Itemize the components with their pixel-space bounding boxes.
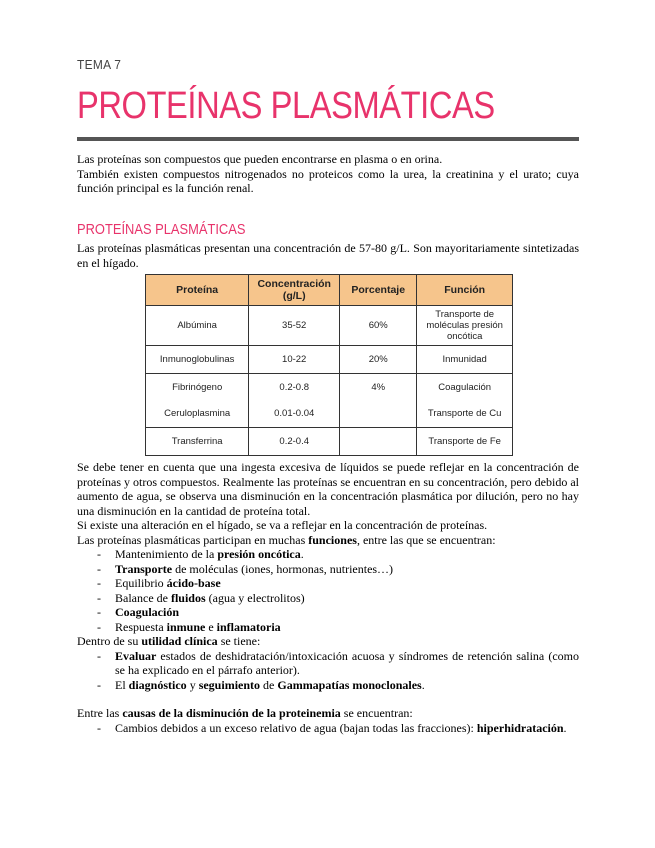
text-run: . xyxy=(300,547,304,561)
text-run: Equilibrio xyxy=(115,576,167,590)
list-item xyxy=(77,591,579,606)
table-cell: Inmunidad xyxy=(417,346,513,374)
paragraph: Se debe tener en cuenta que una ingesta excesiva de líquidos se puede reflejar en la concentración de proteínas y otros compuestos. Realmente las proteínas se encuentran en su concentración, pero debido al aumento de agua, se observa una disminución en la concentración plasmática por dilución, pero no hay una disminución en la cantidad de proteína total. xyxy=(77,460,579,518)
table-row xyxy=(146,374,513,401)
table-cell xyxy=(340,428,417,456)
text-run: de moléculas (iones, hormonas, nutrientes…) xyxy=(172,561,394,576)
text-run: (agua y electrolitos) xyxy=(205,590,305,605)
text-run: e xyxy=(205,619,217,634)
table-cell: 0.01-0.04 xyxy=(249,401,340,428)
table-cell: Transporte de Fe xyxy=(417,428,513,456)
text-run: Entre las xyxy=(77,706,123,720)
table-cell: Albúmina xyxy=(146,306,249,346)
text-run: Balance de xyxy=(115,590,171,605)
text-run: . xyxy=(421,677,425,692)
table-cell: Transporte de moléculas presión oncótica xyxy=(417,306,513,346)
list-item xyxy=(77,649,579,678)
intro-paragraph xyxy=(77,152,579,196)
paragraph xyxy=(77,634,579,649)
table-cell: Coagulación xyxy=(417,374,513,401)
table-cell: 10-22 xyxy=(249,346,340,374)
text-run: de xyxy=(260,677,278,692)
section-heading: PROTEÍNAS PLASMÁTICAS xyxy=(77,221,246,238)
title-divider xyxy=(77,137,579,141)
table-cell: Inmunoglobulinas xyxy=(146,346,249,374)
bold-text: inmune xyxy=(166,619,206,634)
table-cell: Fibrinógeno xyxy=(146,374,249,401)
table-cell: Transporte de Cu xyxy=(417,401,513,428)
table-cell: 20% xyxy=(340,346,417,374)
text-run: Mantenimiento de la xyxy=(115,547,218,561)
list-item xyxy=(77,547,579,562)
bold-text: presión oncótica xyxy=(217,547,301,561)
intro-line: Las proteínas son compuestos que pueden encontrarse en plasma o en orina. xyxy=(77,152,443,166)
column-header: Función xyxy=(417,275,513,306)
text-run: . xyxy=(563,720,567,735)
text-run: se tiene: xyxy=(217,634,261,648)
text-run: Cambios debidos a un exceso relativo de agua (bajan todas las fracciones): xyxy=(115,720,477,735)
bold-text: ácido-base xyxy=(166,576,221,590)
paragraph xyxy=(77,533,579,548)
bold-text: funciones xyxy=(308,532,357,547)
table-row xyxy=(146,346,513,374)
table-header-row xyxy=(146,275,513,306)
bold-text: hiperhidratación xyxy=(476,720,564,735)
table-cell: 60% xyxy=(340,306,417,346)
table-cell: 4% xyxy=(340,374,417,401)
bold-text: utilidad clínica xyxy=(141,634,218,648)
column-header: Proteína xyxy=(146,275,249,306)
table-cell: 35-52 xyxy=(249,306,340,346)
bold-text: Coagulación xyxy=(115,605,180,619)
bold-text: Evaluar xyxy=(115,648,157,663)
bold-text: seguimiento xyxy=(198,677,261,692)
list-item xyxy=(77,678,579,693)
functions-list xyxy=(77,547,579,634)
bold-text: Gammapatías monoclonales xyxy=(277,677,422,692)
text-run: y xyxy=(186,677,199,692)
list-item xyxy=(77,605,579,620)
text-run: Dentro de su xyxy=(77,634,142,648)
column-header: Porcentaje xyxy=(340,275,417,306)
paragraph: Si existe una alteración en el hígado, se va a reflejar en la concentración de proteínas. xyxy=(77,518,488,532)
table-cell: 0.2-0.8 xyxy=(249,374,340,401)
text-run: El xyxy=(115,677,129,692)
text-run: , entre las que se encuentran: xyxy=(356,532,496,547)
bold-text: diagnóstico xyxy=(128,677,187,692)
table-cell xyxy=(340,401,417,428)
list-item xyxy=(77,721,579,736)
bold-text: fluidos xyxy=(170,590,206,605)
page-title: PROTEÍNAS PLASMÁTICAS xyxy=(77,85,495,127)
text-run: se encuentran: xyxy=(340,706,413,720)
section-paragraph: Las proteínas plasmáticas presentan una concentración de 57-80 g/L. Son mayoritariamente sintetizadas en el hígado. xyxy=(77,241,579,270)
table-cell: Ceruloplasmina xyxy=(146,401,249,428)
text-run: estados de deshidratación/intoxicación acuosa y síndromes de retención salina (como se ha explicado en el párrafo anterior). xyxy=(115,648,579,677)
bold-text: Transporte xyxy=(115,561,173,576)
table-row xyxy=(146,401,513,428)
table-row xyxy=(146,428,513,456)
body-content xyxy=(77,460,579,735)
bold-text: causas de la disminución de la proteinemia xyxy=(122,706,341,720)
proteins-table xyxy=(145,274,513,456)
causes-list xyxy=(77,721,579,736)
column-header: Concentración (g/L) xyxy=(249,275,340,306)
spacer xyxy=(77,692,579,706)
table-cell: Transferrina xyxy=(146,428,249,456)
list-item xyxy=(77,562,579,577)
bold-text: inflamatoria xyxy=(216,619,281,634)
text-run: Respuesta xyxy=(115,619,167,634)
list-item xyxy=(77,576,579,591)
intro-line: También existen compuestos nitrogenados no proteicos como la urea, la creatinina y el urato; cuya función principal es la función renal. xyxy=(77,166,579,195)
list-item xyxy=(77,620,579,635)
paragraph xyxy=(77,706,579,721)
topic-label: TEMA 7 xyxy=(77,57,122,72)
table-cell: 0.2-0.4 xyxy=(249,428,340,456)
text-run: Las proteínas plasmáticas participan en muchas xyxy=(77,532,309,547)
clinical-use-list xyxy=(77,649,579,693)
table-row xyxy=(146,306,513,346)
